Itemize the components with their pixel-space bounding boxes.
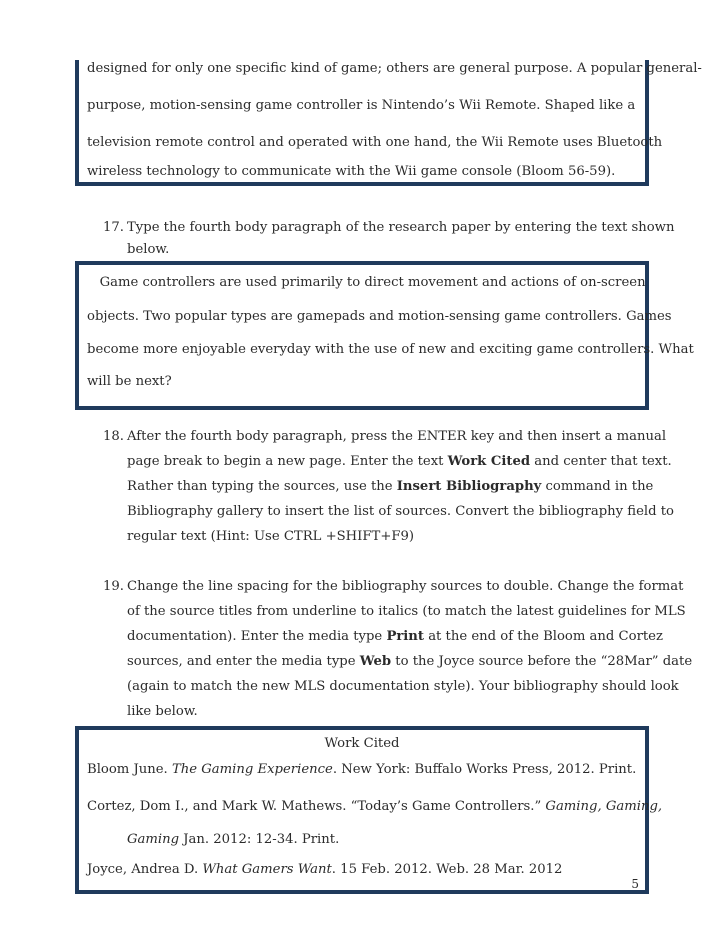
step-18-line-5: regular text (Hint: Use CTRL +SHIFT+F9)	[127, 529, 415, 544]
paragraph-box-1	[75, 60, 702, 186]
paragraph-box-2	[75, 261, 694, 410]
bib-entry-joyce: Joyce, Andrea D. What Gamers Want. 15 Feb. 2012. Web. 28 Mar. 2012	[87, 862, 563, 877]
step-19-line-3: documentation). Enter the media type Print at the end of the Bloom and Cortez	[127, 629, 663, 644]
work-cited-emphasis: Work Cited	[447, 454, 531, 469]
step-19-line-2: of the source titles from underline to italics (to match the latest guidelines for MLS	[127, 604, 686, 619]
step-18-line-1: After the fourth body paragraph, press the ENTER key and then insert a manual	[127, 429, 667, 444]
step-17-line-2: below.	[127, 242, 170, 257]
step-19-line-5: (again to match the new MLS documentation style). Your bibliography should look	[127, 679, 679, 694]
step-17-number: 17.	[103, 220, 124, 235]
box1-line-3: television remote control and operated with one hand, the Wii Remote uses Bluetooth	[87, 135, 663, 150]
step-19-line-6: like below.	[127, 704, 198, 719]
box2-line-4: will be next?	[87, 374, 172, 389]
box1-line-1: designed for only one specific kind of game; others are general purpose. A popular general-	[87, 61, 702, 76]
step-19-line-1: Change the line spacing for the bibliography sources to double. Change the format	[127, 579, 684, 594]
bibliography-heading: Work Cited	[324, 736, 400, 751]
step-19-number: 19.	[103, 579, 124, 594]
box2-line-3: become more enjoyable everyday with the use of new and exciting game controllers. What	[87, 342, 694, 357]
box2-line-2: objects. Two popular types are gamepads and motion-sensing game controllers. Games	[87, 309, 672, 324]
bib-entry-bloom: Bloom June. The Gaming Experience. New York: Buffalo Works Press, 2012. Print.	[87, 762, 637, 777]
web-emphasis: Web	[359, 654, 392, 669]
step-18-number: 18.	[103, 429, 124, 444]
print-emphasis: Print	[386, 629, 424, 644]
insert-bibliography-emphasis: Insert Bibliography	[396, 479, 542, 494]
step-18-line-4: Bibliography gallery to insert the list of sources. Convert the bibliography field to	[127, 504, 674, 519]
step-18-line-2: page break to begin a new page. Enter the text Work Cited and center that text.	[127, 454, 672, 469]
bibliography-box	[75, 726, 663, 894]
page-number: 5	[631, 877, 639, 891]
step-18-line-3: Rather than typing the sources, use the Insert Bibliography command in the	[127, 479, 654, 494]
box1-line-2: purpose, motion-sensing game controller is Nintendo’s Wii Remote. Shaped like a	[87, 98, 636, 113]
step-17-line-1: Type the fourth body paragraph of the research paper by entering the text shown	[127, 220, 675, 235]
bib-entry-cortez-continued: Gaming Jan. 2012: 12-34. Print.	[127, 832, 340, 847]
bib-entry-cortez: Cortez, Dom I., and Mark W. Mathews. “Today’s Game Controllers.” Gaming, Gaming,	[87, 799, 663, 814]
box1-line-4: wireless technology to communicate with the Wii game console (Bloom 56-59).	[87, 164, 616, 179]
step-19-line-4: sources, and enter the media type Web to the Joyce source before the “28Mar” date	[127, 654, 693, 669]
box2-line-1: Game controllers are used primarily to direct movement and actions of on-screen	[87, 275, 646, 290]
